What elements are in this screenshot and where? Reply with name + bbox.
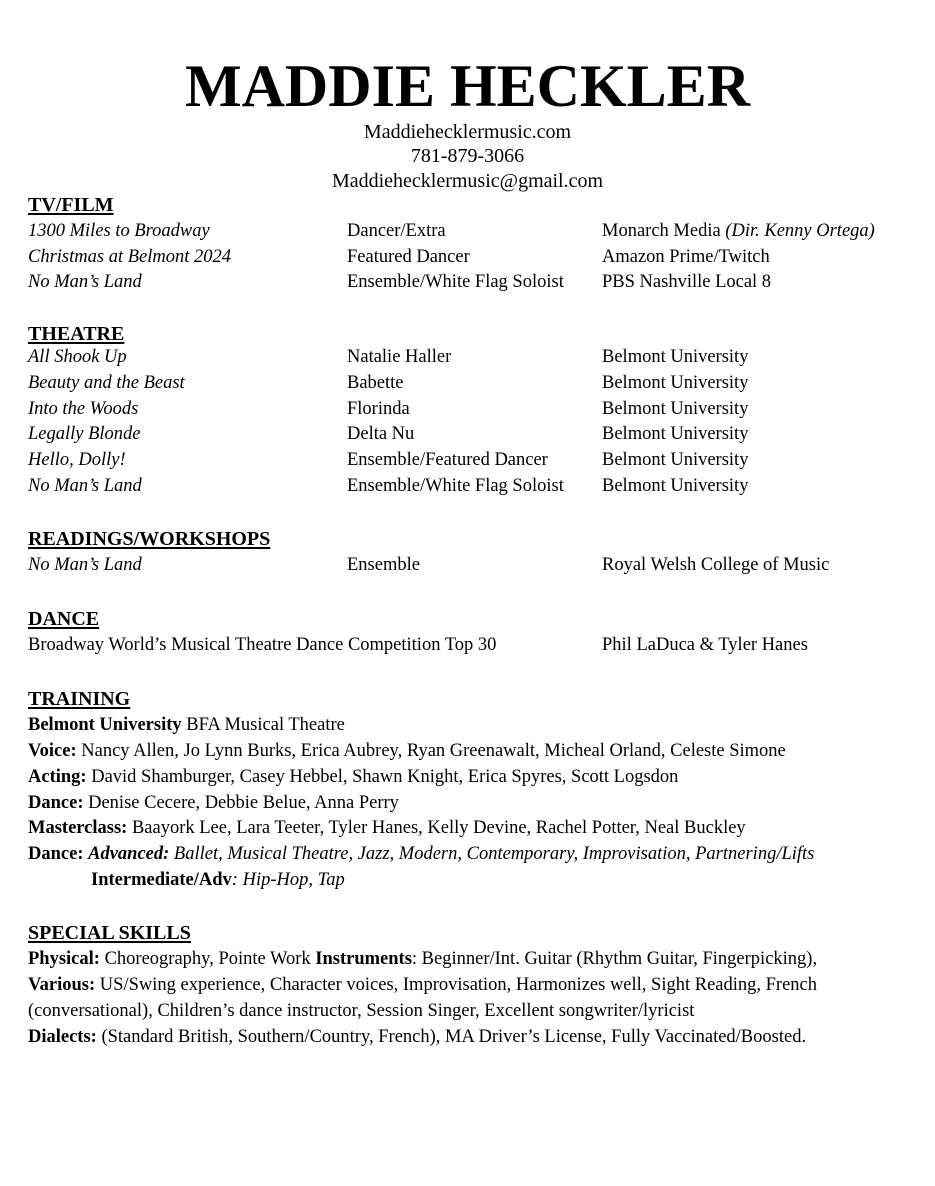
credit-company: [602, 220, 875, 242]
school-label: Belmont University: [28, 715, 182, 735]
section-heading-dance: DANCE: [28, 608, 100, 630]
skills-dialects: [28, 1026, 806, 1048]
credit-company: Amazon Prime/Twitch: [602, 247, 770, 267]
physical-text: Choreography, Pointe Work: [99, 949, 316, 969]
credit-role: Ensemble/White Flag Soloist: [347, 476, 564, 496]
advanced-label: Advanced:: [88, 844, 170, 864]
credit-company: Belmont University: [602, 424, 749, 444]
credit-role: Featured Dancer: [347, 247, 470, 267]
skills-physical: [28, 948, 817, 970]
training-intermediate: [91, 869, 345, 891]
credit-role: Babette: [347, 373, 404, 393]
credit-title: Into the Woods: [28, 399, 139, 419]
credit-title: 1300 Miles to Broadway: [28, 221, 210, 241]
credit-company: Belmont University: [602, 476, 749, 496]
training-acting: [28, 766, 678, 788]
dialects-text: (Standard British, Southern/Country, French), MA Driver’s License, Fully Vaccinated/Boosted.: [96, 1027, 807, 1047]
credit-title: No Man’s Land: [28, 272, 142, 292]
credit-role: Ensemble/White Flag Soloist: [347, 272, 564, 292]
various-label: Various:: [28, 975, 96, 995]
training-voice: [28, 740, 786, 762]
credit-title: Legally Blonde: [28, 424, 141, 444]
credit-title: Hello, Dolly!: [28, 450, 126, 470]
director-note: (Dir. Kenny Ortega): [725, 221, 875, 241]
credit-company: Belmont University: [602, 373, 749, 393]
advanced-text: Ballet, Musical Theatre, Jazz, Modern, Contemporary, Improvisation, Partnering/Lifts: [173, 844, 815, 864]
intermediate-text: : Hip-Hop, Tap: [231, 870, 345, 890]
credit-company: Royal Welsh College of Music: [602, 555, 830, 575]
intermediate-label: Intermediate/Adv: [91, 870, 232, 890]
acting-text: David Shamburger, Casey Hebbel, Shawn Knight, Erica Spyres, Scott Logsdon: [86, 767, 679, 787]
skills-various: [28, 974, 817, 996]
credit-role: Delta Nu: [347, 424, 415, 444]
training-masterclass: [28, 817, 746, 839]
resume-name: MADDIE HECKLER: [184, 53, 751, 119]
section-heading-readings: READINGS/WORKSHOPS: [28, 528, 271, 550]
various-text: US/Swing experience, Character voices, Improvisation, Harmonizes well, Sight Reading, French: [95, 975, 818, 995]
credit-title: No Man’s Land: [28, 555, 142, 575]
credit-title: Beauty and the Beast: [28, 373, 185, 393]
dance-levels-label: Dance:: [28, 844, 84, 864]
credit-title: All Shook Up: [28, 347, 127, 367]
credit-role: Natalie Haller: [347, 347, 452, 367]
credit-title: Christmas at Belmont 2024: [28, 247, 231, 267]
email: Maddiehecklermusic@gmail.com: [331, 170, 604, 192]
credit-role: Ensemble/Featured Dancer: [347, 450, 548, 470]
credit-role: Ensemble: [347, 555, 420, 575]
dialects-label: Dialects:: [28, 1027, 97, 1047]
section-heading-training: TRAINING: [28, 688, 131, 710]
section-heading-tvfilm: TV/FILM: [28, 194, 114, 216]
physical-label: Physical:: [28, 949, 100, 969]
masterclass-label: Masterclass:: [28, 818, 128, 838]
skills-various-continued: (conversational), Children’s dance instructor, Session Singer, Excellent songwriter/lyricist: [28, 1001, 695, 1021]
credit-company: Belmont University: [602, 347, 749, 367]
section-heading-theatre: THEATRE: [28, 323, 125, 345]
credit-title: No Man’s Land: [28, 476, 142, 496]
voice-label: Voice:: [28, 741, 77, 761]
instruments-label: Instruments: [315, 949, 412, 969]
credit-role: Dancer/Extra: [347, 221, 446, 241]
company-name: Monarch Media: [602, 221, 721, 241]
instruments-text: : Beginner/Int. Guitar (Rhythm Guitar, Fingerpicking),: [411, 949, 818, 969]
training-dance-levels: [28, 843, 814, 865]
voice-text: Nancy Allen, Jo Lynn Burks, Erica Aubrey, Ryan Greenawalt, Micheal Orland, Celeste Simone: [76, 741, 786, 761]
training-dance: [28, 792, 399, 814]
dance-label: Dance:: [28, 793, 84, 813]
dance-text: Denise Cecere, Debbie Belue, Anna Perry: [83, 793, 399, 813]
masterclass-text: Baayork Lee, Lara Teeter, Tyler Hanes, Kelly Devine, Rachel Potter, Neal Buckley: [127, 818, 746, 838]
website: Maddiehecklermusic.com: [363, 121, 572, 143]
training-school: [28, 714, 345, 736]
credit-title: Broadway World’s Musical Theatre Dance Competition Top 30: [28, 635, 497, 655]
credit-company: Phil LaDuca & Tyler Hanes: [602, 635, 808, 655]
credit-role: Florinda: [347, 399, 410, 419]
credit-company: Belmont University: [602, 450, 749, 470]
credit-company: PBS Nashville Local 8: [602, 272, 772, 292]
acting-label: Acting:: [28, 767, 87, 787]
section-heading-skills: SPECIAL SKILLS: [28, 922, 191, 944]
phone: 781-879-3066: [410, 145, 525, 167]
credit-company: Belmont University: [602, 399, 749, 419]
school-text: BFA Musical Theatre: [181, 715, 345, 735]
